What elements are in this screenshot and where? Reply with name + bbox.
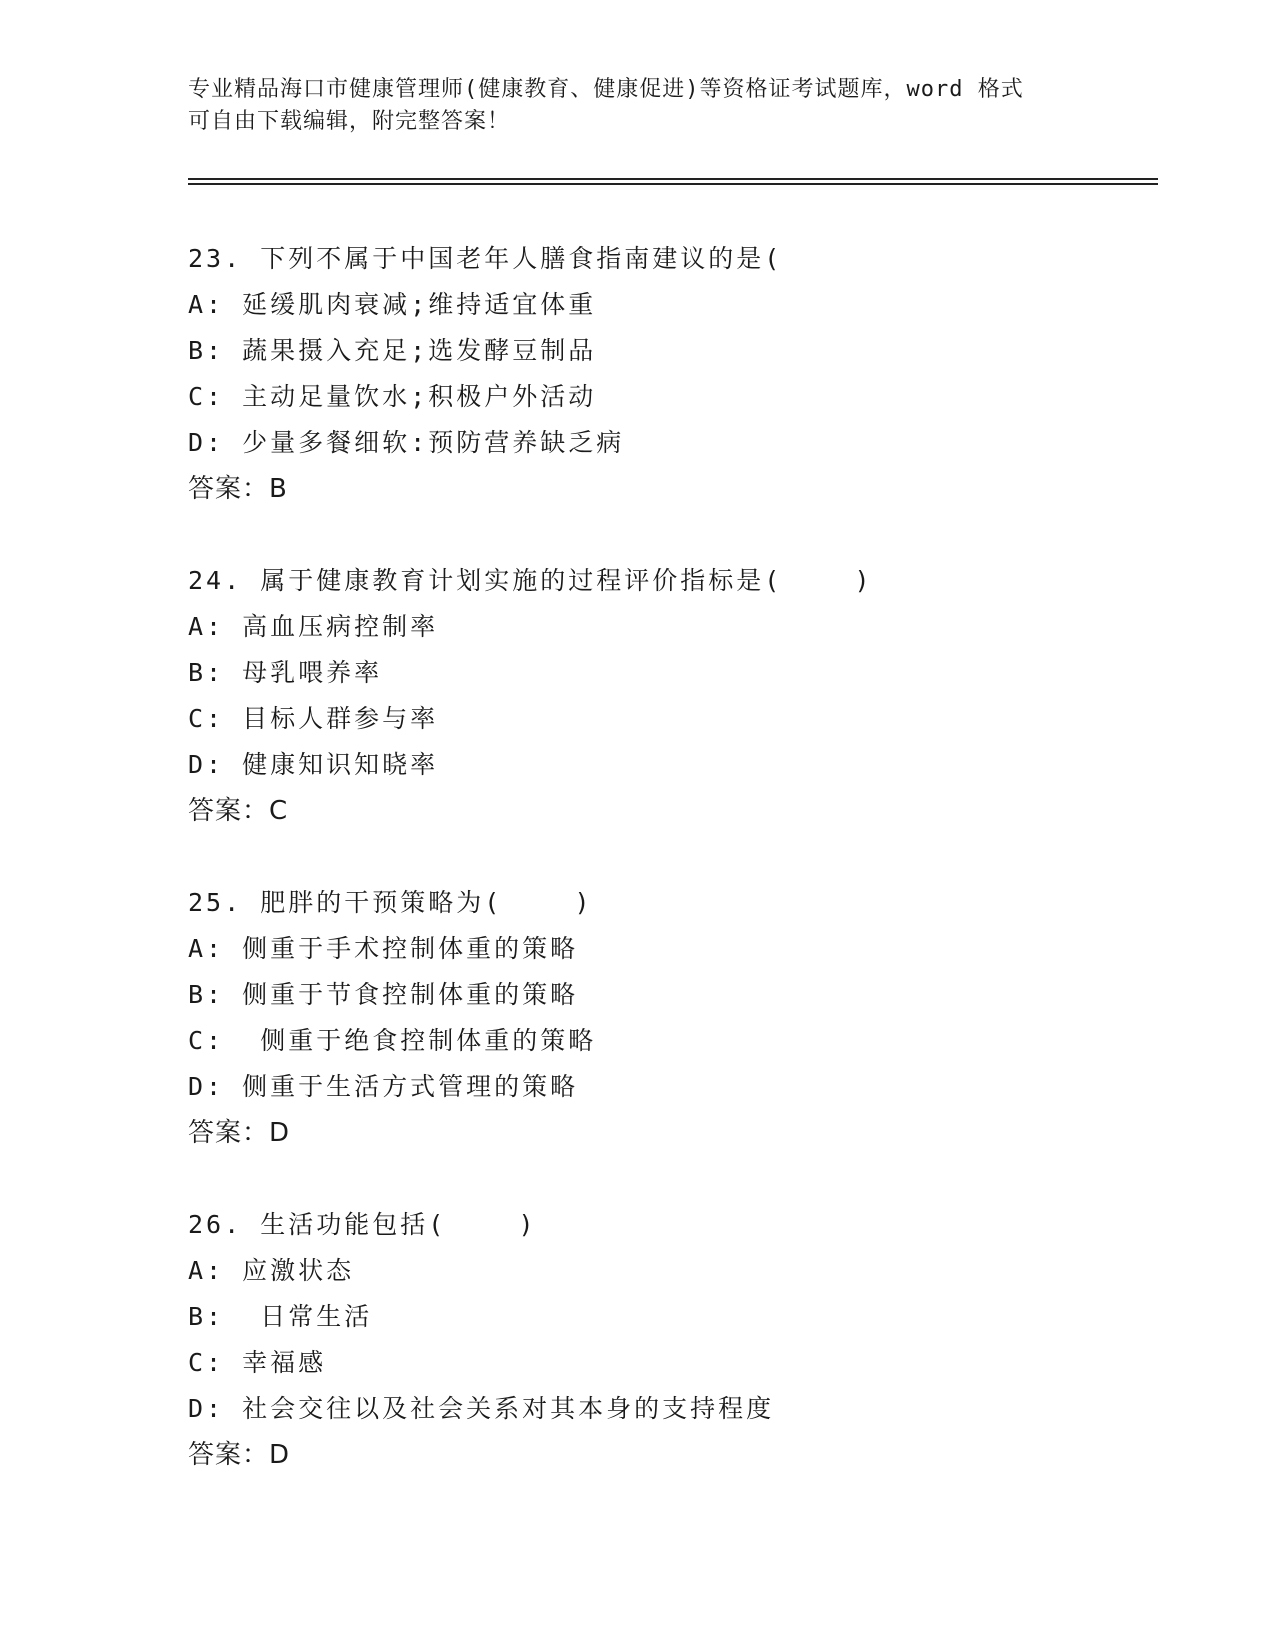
document-header xyxy=(188,74,1088,138)
answer-label: 答案：C xyxy=(188,796,289,826)
option-b: B: 蔬果摄入充足;选发酵豆制品 xyxy=(188,336,597,365)
option-b: B: 侧重于节食控制体重的策略 xyxy=(188,980,579,1009)
question-23 xyxy=(188,236,1148,512)
question-stem: 24. 属于健康教育计划实施的过程评价指标是( ) xyxy=(188,566,873,595)
option-c: C: 主动足量饮水;积极户外活动 xyxy=(188,382,597,411)
option-d: D: 侧重于生活方式管理的策略 xyxy=(188,1072,579,1101)
header-divider-bottom xyxy=(188,183,1158,185)
answer-label: 答案：B xyxy=(188,474,288,504)
header-line-2: 可自由下载编辑，附完整答案！ xyxy=(188,109,511,134)
option-a: A: 延缓肌肉衰减;维持适宜体重 xyxy=(188,290,597,319)
answer-label: 答案：D xyxy=(188,1118,291,1148)
option-a: A: 高血压病控制率 xyxy=(188,612,439,641)
option-a: A: 侧重于手术控制体重的策略 xyxy=(188,934,579,963)
option-d: D: 社会交往以及社会关系对其本身的支持程度 xyxy=(188,1394,775,1423)
option-b: B: 母乳喂养率 xyxy=(188,658,383,687)
option-c: C: 侧重于绝食控制体重的策略 xyxy=(188,1026,597,1055)
answer-label: 答案：D xyxy=(188,1440,291,1470)
header-line-1: 专业精品海口市健康管理师(健康教育、健康促进)等资格证考试题库，word 格式 xyxy=(188,77,1024,102)
option-a: A: 应激状态 xyxy=(188,1256,355,1285)
question-26 xyxy=(188,1202,1148,1478)
option-c: C: 幸福感 xyxy=(188,1348,327,1377)
question-stem: 25. 肥胖的干预策略为( ) xyxy=(188,888,593,917)
question-stem: 26. 生活功能包括( ) xyxy=(188,1210,537,1239)
question-list xyxy=(188,236,1148,1524)
question-25 xyxy=(188,880,1148,1156)
option-c: C: 目标人群参与率 xyxy=(188,704,439,733)
question-stem: 23. 下列不属于中国老年人膳食指南建议的是( xyxy=(188,244,783,273)
option-d: D: 少量多餐细软:预防营养缺乏病 xyxy=(188,428,625,457)
option-b: B: 日常生活 xyxy=(188,1302,373,1331)
question-24 xyxy=(188,558,1148,834)
header-divider-top xyxy=(188,178,1158,180)
option-d: D: 健康知识知晓率 xyxy=(188,750,439,779)
